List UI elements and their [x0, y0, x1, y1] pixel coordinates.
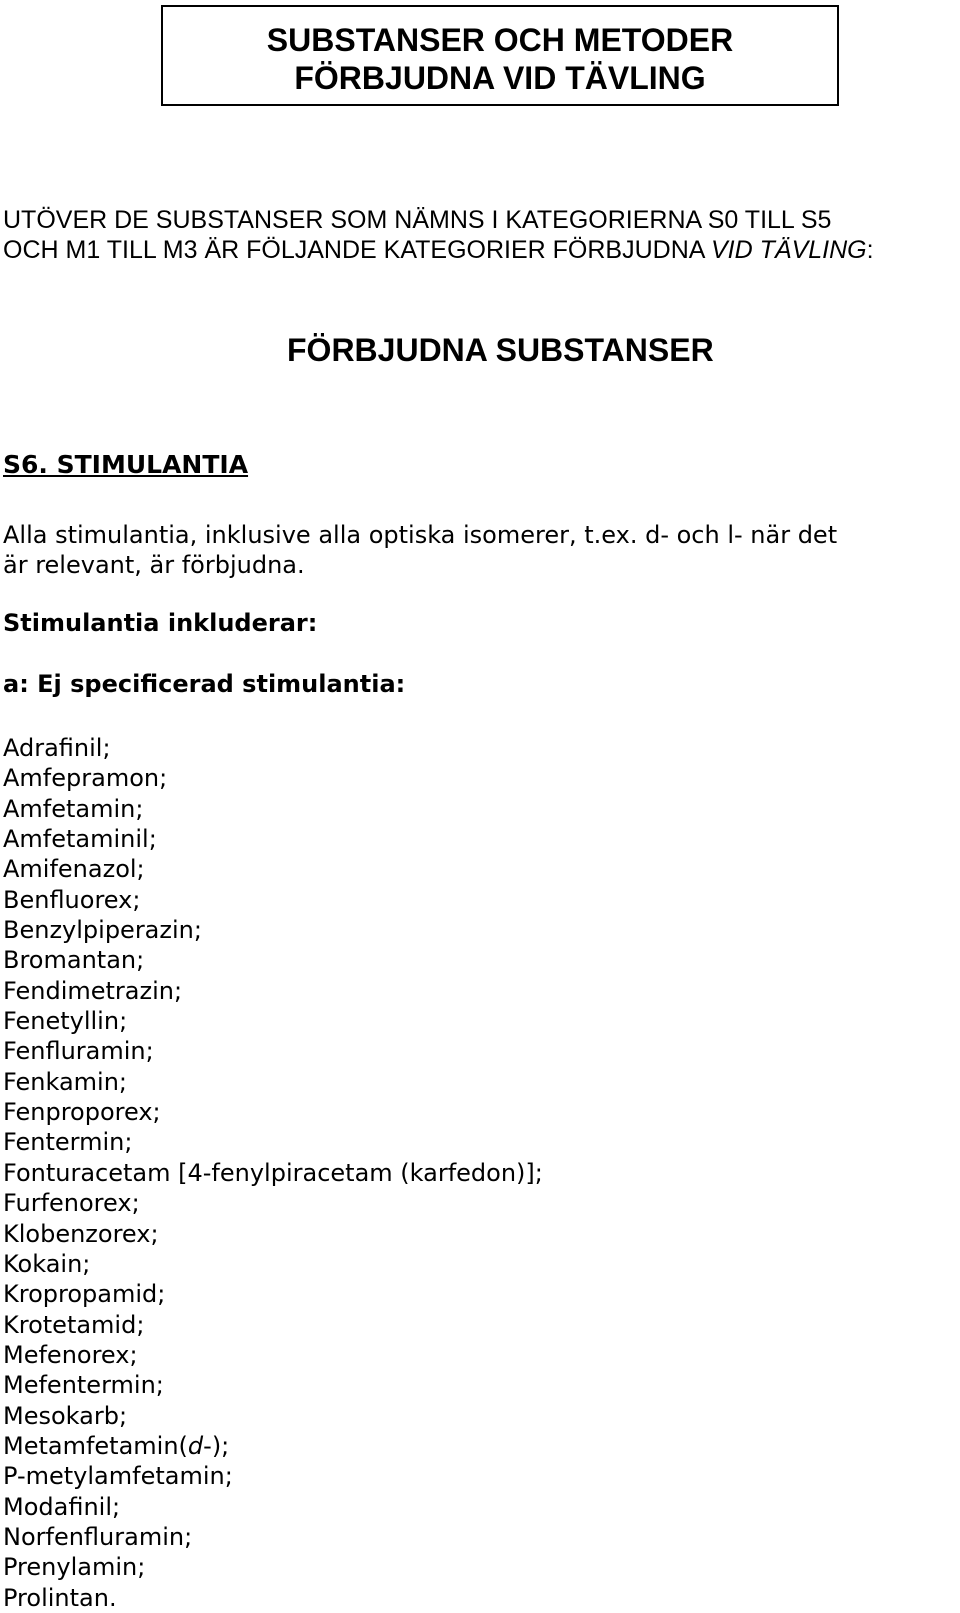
- title-line-2: FÖRBJUDNA VID TÄVLING: [294, 60, 706, 96]
- substance-item: Fenproporex;: [3, 1098, 161, 1127]
- substance-item: Metamfetamin(d-);: [3, 1431, 230, 1460]
- substance-item: Modafinil;: [3, 1492, 121, 1521]
- intro-line-2-end: :: [866, 236, 874, 264]
- substance-item: Amfepramon;: [3, 764, 168, 793]
- section-heading: FÖRBJUDNA SUBSTANSER: [287, 332, 714, 368]
- substance-item: Amfetamin;: [3, 794, 144, 823]
- substance-item: Fendimetrazin;: [3, 976, 183, 1005]
- substance-item: Krotetamid;: [3, 1310, 145, 1339]
- substance-item: P-metylamfetamin;: [3, 1462, 233, 1491]
- substance-item: Mesokarb;: [3, 1401, 128, 1430]
- substance-item: Klobenzorex;: [3, 1219, 159, 1248]
- substance-item: Mefentermin;: [3, 1371, 164, 1400]
- substance-item: Prenylamin;: [3, 1553, 146, 1582]
- substance-item: Benfluorex;: [3, 885, 141, 914]
- substance-item: Fonturacetam [4-fenylpiracetam (karfedon)];: [3, 1158, 543, 1187]
- substance-item: Norfenfluramin;: [3, 1522, 193, 1551]
- description-line-1: Alla stimulantia, inklusive alla optiska isomerer, t.ex. d- och l- när det: [3, 521, 838, 549]
- intro-line-2-italic: VID TÄVLING: [711, 236, 867, 264]
- document-title-box: [161, 5, 839, 106]
- title-line-1: SUBSTANSER OCH METODER: [266, 22, 734, 58]
- intro-paragraph: [3, 205, 953, 265]
- substance-item: Adrafinil;: [3, 734, 111, 762]
- intro-line-2: [3, 235, 953, 265]
- substance-item: Furfenorex;: [3, 1189, 140, 1218]
- description-line-2: är relevant, är förbjudna.: [3, 551, 305, 579]
- substance-item: Kokain;: [3, 1249, 91, 1278]
- subcategory-heading: a: Ej specificerad stimulantia:: [3, 670, 406, 698]
- substance-list: [3, 733, 543, 1613]
- substance-item: Prolintan.: [3, 1583, 117, 1612]
- s6-description: [3, 520, 953, 580]
- substance-item: Fenkamin;: [3, 1067, 127, 1096]
- substance-item: Kropropamid;: [3, 1280, 166, 1309]
- substance-item: Fentermin;: [3, 1128, 133, 1157]
- stimulantia-heading: Stimulantia inkluderar:: [3, 609, 318, 637]
- substance-item: Amfetaminil;: [3, 825, 157, 854]
- substance-item: Benzylpiperazin;: [3, 916, 202, 945]
- substance-item: Amifenazol;: [3, 855, 145, 884]
- intro-line-2-start: OCH M1 TILL M3 ÄR FÖLJANDE KATEGORIER FÖRBJUDNA: [3, 236, 711, 264]
- substance-item: Bromantan;: [3, 946, 145, 975]
- s6-heading: S6. STIMULANTIA: [3, 450, 249, 479]
- intro-line-1: UTÖVER DE SUBSTANSER SOM NÄMNS I KATEGORIERNA S0 TILL S5: [3, 206, 832, 234]
- substance-item: Mefenorex;: [3, 1340, 138, 1369]
- substance-item: Fenfluramin;: [3, 1037, 154, 1066]
- substance-item: Fenetyllin;: [3, 1007, 128, 1036]
